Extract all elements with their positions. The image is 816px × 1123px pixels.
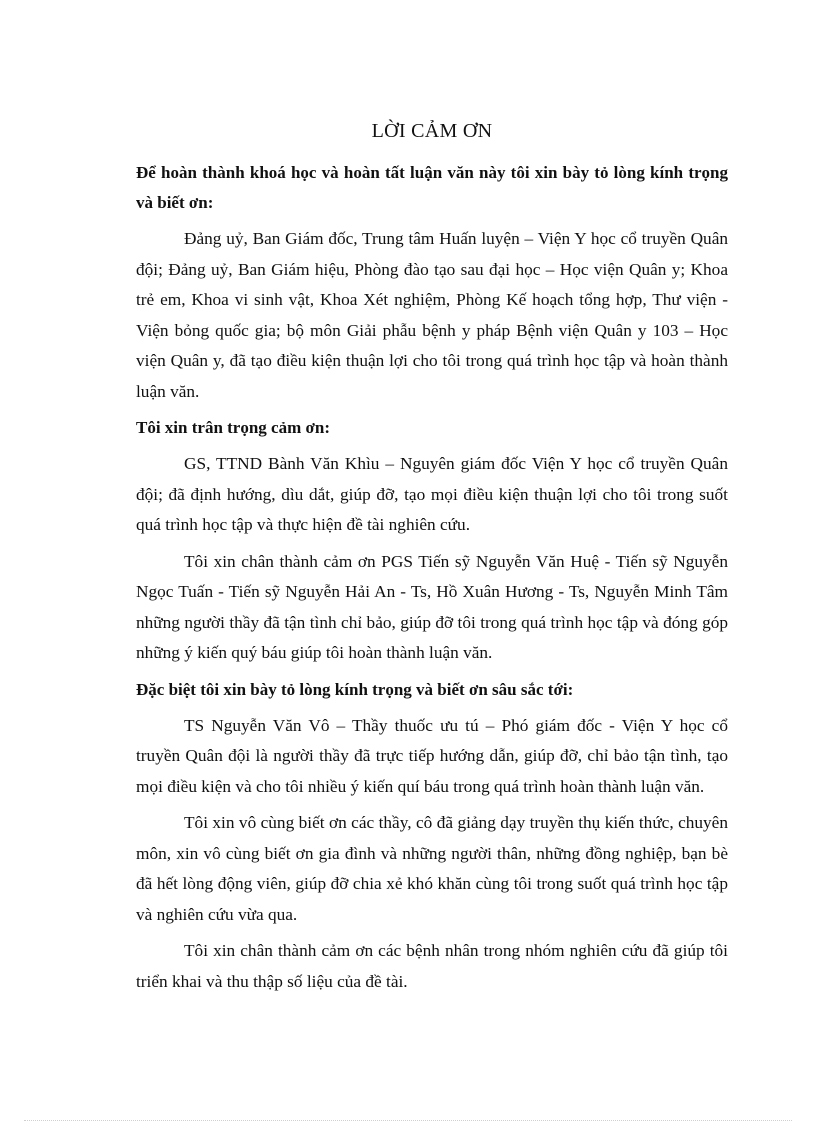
document-page xyxy=(136,112,728,1003)
page-bottom-divider xyxy=(24,1120,792,1121)
section-heading-2: Tôi xin trân trọng cảm ơn: xyxy=(136,418,331,437)
paragraph-family-thanks: Tôi xin vô cùng biết ơn các thầy, cô đã giảng dạy truyền thụ kiến thức, chuyên môn, xin vô cùng biết ơn gia đình và những người thân, những đồng nghiệp, bạn bè đã hết lòng động viên, giúp đỡ chia xẻ khó khăn cùng tôi trong suốt quá trình học tập và nghiên cứu vừa qua. xyxy=(136,813,728,924)
paragraph-advisor-thanks: TS Nguyễn Văn Vô – Thầy thuốc ưu tú – Phó giám đốc - Viện Y học cổ truyền Quân đội là người thầy đã trực tiếp hướng dẫn, giúp đỡ, chỉ bảo tận tình, tạo mọi điều kiện và cho tôi nhiều ý kiến quí báu trong quá trình hoàn thành luận văn. xyxy=(136,715,728,796)
page-title: LỜI CẢM ƠN xyxy=(371,120,493,142)
section-heading-3: Đặc biệt tôi xin bày tỏ lòng kính trọng và biết ơn sâu sắc tới: xyxy=(136,679,574,699)
section-heading-1: Để hoàn thành khoá học và hoàn tất luận văn này tôi xin bày tỏ lòng kính trọng và biết ơn: xyxy=(136,163,728,212)
paragraph-teachers-thanks: Tôi xin chân thành cảm ơn PGS Tiến sỹ Nguyễn Văn Huệ - Tiến sỹ Nguyễn Ngọc Tuấn - Tiến sỹ Nguyễn Hải An - Ts, Hồ Xuân Hương - Ts, Nguyễn Minh Tâm những người thầy đã tận tình chỉ bảo, giúp đỡ tôi trong quá trình học tập và đóng góp những ý kiến quý báu giúp tôi hoàn thành luận văn. xyxy=(136,551,728,662)
paragraph-institutions: Đảng uỷ, Ban Giám đốc, Trung tâm Huấn luyện – Viện Y học cổ truyền Quân đội; Đảng uỷ, Ban Giám hiệu, Phòng đào tạo sau đại học – Học viện Quân y; Khoa trẻ em, Khoa vi sinh vật, Khoa Xét nghiệm, Phòng Kế hoạch tổng hợp, Thư viện - Viện bỏng quốc gia; bộ môn Giải phẫu bệnh y pháp Bệnh viện Quân y 103 – Học viện Quân y, đã tạo điều kiện thuận lợi cho tôi trong quá trình học tập và hoàn thành luận văn. xyxy=(136,229,728,401)
paragraph-patients-thanks: Tôi xin chân thành cảm ơn các bệnh nhân trong nhóm nghiên cứu đã giúp tôi triển khai và thu thập số liệu của đề tài. xyxy=(136,941,728,991)
paragraph-director-thanks: GS, TTND Bành Văn Khìu – Nguyên giám đốc Viện Y học cổ truyền Quân đội; đã định hướng, dìu dắt, giúp đỡ, tạo mọi điều kiện thuận lợi cho tôi trong suốt quá trình học tập và thực hiện đề tài nghiên cứu. xyxy=(136,454,728,534)
